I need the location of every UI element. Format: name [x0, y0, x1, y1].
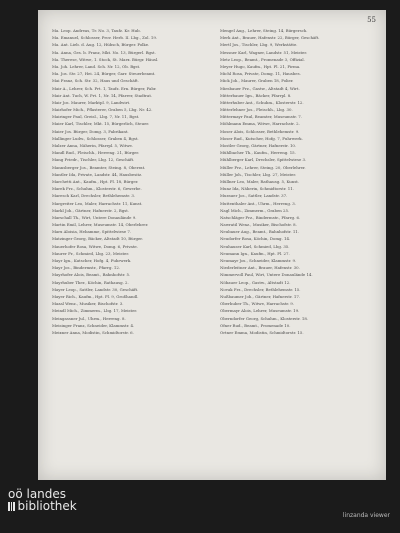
page-number: 55 — [367, 16, 376, 24]
directory-entry: Oberndorfer Georg, Schuhm., Klosterstr. 18. — [220, 315, 309, 321]
directory-entry: Ma. Therese, Witwe, 1. Stock, St. Marx. Bürgr. Häusl. — [52, 56, 159, 62]
directory-entry: Mairhofer Mich., Pflasterer, Graben 5, Lbg. Nr. 42. — [52, 107, 153, 113]
directory-entry: Mairinger Paul, Greisl., Lbg. 7, Nr. 11, Bgst. — [52, 114, 140, 120]
directory-entry: Ma. Joh. Lehrer, Land. Sch. Nr. 12, Ob. Bgst. — [52, 63, 141, 69]
directory-entry: Maresch Karl, Drechsler, Bethlehemstr. 3. — [52, 193, 136, 199]
directory-entry: Ma. Emanuel, Schlosser, Prov. Herb. II. Lbg., Zol. 19. — [52, 35, 158, 41]
directory-entry: Meindl Mich., Zimmerm., Lbg. 17, Meister. — [52, 308, 138, 314]
directory-entry: Mayr Jos., Bindermstr., Pfarrg. 12. — [52, 265, 121, 271]
directory-entry: Mantler Ida, Private, Landstr. 44, Hausbesitz. — [52, 171, 143, 177]
directory-entry: Möhlmann Emma, Witwe, Harrachstr. 2. — [220, 121, 300, 127]
directory-entry: Nußbaumer Joh., Gärtner, Hafnerstr. 17. — [220, 293, 301, 299]
directory-entry: Mair A., Lehrer, Sch. Prt. 1, Taufz. Ern. Bürger, Fabr. — [52, 85, 157, 91]
library-logo — [8, 488, 77, 513]
directory-entry: Mick Joh., Maurer, Graben 18, Polier. — [220, 78, 294, 84]
directory-entry: Mühlberger Karl, Drechsler, Spittelwiese 3. — [220, 157, 307, 163]
directory-entry: Mayer Rich., Kaufm., Hpt. Pl. 9, Großhandl. — [52, 293, 139, 299]
directory-entry: Nöbauer Leop., Gastw., Altstadt 12. — [220, 279, 291, 285]
directory-entry: Marek Frz., Schuhm., Klosterstr. 6, Gewerbe. — [52, 186, 142, 192]
directory-entry: Miesbauer Frz., Gastw., Altstadt 4, Wirt. — [220, 85, 300, 91]
directory-entry: Oberhuber Th., Witwe, Harrachstr. 9. — [220, 301, 295, 307]
directory-entry: Nimmervoll Paul, Wirt, Untere Donaulände 14. — [220, 272, 313, 278]
directory-entry: Marschall Th., Wirt, Untere Donaulände 9. — [52, 214, 137, 220]
directory-entry: Metz Leop., Beamt., Promenade 3, Offizial. — [220, 56, 305, 62]
directory-entry: Ma. Leop. Andreas, Tr. No. 3, Taufz. Kr. Hub. — [52, 28, 141, 33]
right-column — [220, 28, 378, 474]
left-column — [52, 28, 210, 474]
directory-entry: Ma. Anna, Ges. b. Franz, Mkt. No. 13, Bürgerl. Bgst. — [52, 49, 156, 55]
directory-entry: Mair Ant. Tuch, W. Prt. 1, Nr. 14, Pfarrer, Stadtrat. — [52, 92, 153, 98]
directory-entry: Novak Frz., Drechsler, Bethlehemstr. 15. — [220, 286, 301, 292]
directory-entry: Marchetti Ant., Kaufm., Hpt. Pl. 18, Bürger. — [52, 178, 139, 184]
directory-entry: Mühlbacher Th., Kaufm., Herreng. 15. — [220, 150, 296, 156]
directory-entry: Neubauer Aug., Beamt., Bahnhofstr. 11. — [220, 229, 300, 235]
directory-entry: Neudorfer Rosa, Köchin, Domg. 14. — [220, 236, 291, 242]
logo-bars-icon — [8, 502, 15, 511]
directory-entry: Mayer Leop., Sattler, Landstr. 30, Geschäft. — [52, 286, 139, 292]
directory-entry: Obermayr Alois, Lehrer, Museumstr. 19. — [220, 308, 300, 314]
directory-entry: Mayrhofer Alois, Beamt., Bahnhofstr. 5. — [52, 272, 131, 278]
directory-entry: Mayr Ign., Kutscher, Hofg. 4, Fuhrwerk. — [52, 258, 132, 263]
directory-entry: Mitterhuber Ant., Schuhm., Klosterstr. 12. — [220, 99, 304, 105]
directory-entry: Mang Friedr., Tischler, Lbg. 12, Geschäft. — [52, 157, 135, 163]
directory-entry: Mauerhofer Rosa, Witwe, Domg. 6, Private. — [52, 243, 138, 249]
directory-entry: Mengel Aug., Lehrer, Steing. 14, Bürgersch. — [220, 28, 308, 33]
logo-line1: oö landes — [8, 487, 67, 501]
directory-entry: Müller Frz., Lehrer, Steing. 20, Oberlehrer. — [220, 164, 306, 170]
directory-entry: Mannsberger Jos., Beamter, Steing. 8, Oberrat. — [52, 164, 146, 170]
directory-entry: Meisinger Franz, Schneider, Klammstr. 4. — [52, 322, 135, 328]
directory-entry: Ma. Jos. Str. 27, Hei. 24, Bürger, Garr. Steuerbeamt. — [52, 71, 156, 77]
directory-entry: Mayrhuber Ther., Köchin, Rathausg. 2. — [52, 279, 129, 285]
logo-line2: bibliothek — [17, 499, 77, 513]
directory-entry: Muttenthaler Ant., Uhrm., Herreng. 3. — [220, 200, 296, 206]
directory-entry: Meixner Anna, Modistin, Schmidtorstr. 6. — [52, 329, 134, 335]
directory-entry: Maurer Fr., Schmied, Lbg. 23, Meister. — [52, 250, 129, 256]
viewer-watermark: linzanda viewer — [342, 512, 390, 519]
directory-entry: Mazal Wenz., Musiker, Bischofstr. 3. — [52, 301, 124, 307]
directory-entry: Marx Aloisia, Hebamme, Spittelwiese 7. — [52, 229, 132, 235]
directory-entry: Ofner Rud., Beamt., Promenade 10. — [220, 322, 291, 328]
directory-entry: Mostler Georg, Gärtner, Hafnerstr. 10. — [220, 143, 297, 148]
directory-entry: Mair Jos. Maurer, Marktpl. 9, Landwirt. — [52, 99, 131, 105]
document-page — [38, 10, 386, 480]
logo-line2-row — [8, 500, 77, 513]
directory-entry: Nagl Mich., Zimmerm., Graben 25. — [220, 207, 290, 213]
directory-entry: Neuhauser Karl, Schmied, Lbg. 35. — [220, 243, 290, 249]
directory-entry: Markl Joh., Gärtner, Hafnerstr. 2, Bgst. — [52, 207, 130, 213]
directory-entry: Merk Ant., Brauer, Hafenstr. 22, Bürger, Geschäft. — [220, 35, 320, 41]
directory-entry: Mallinger Ludw., Schlosser, Graben 4, Bgst. — [52, 135, 139, 141]
directory-entry: Nawratil Wenz., Musiker, Bischofstr. 8. — [220, 222, 297, 228]
directory-entry: Mittermayr Paul, Beamter, Museumstr. 7. — [220, 114, 302, 120]
directory-entry: Maier Jos. Bürger, Domg. 3, Fabrikant. — [52, 128, 129, 134]
directory-entry: Meyer Hugo, Kaufm., Hpt. Pl. 21, Firma. — [220, 63, 301, 69]
directory-entry: Mandl Rud., Fleischh., Herreng. 21, Bürger. — [52, 150, 140, 156]
directory-entry: Maier Karl, Tischler, Mkt. 15, Bürgerlich, Steuer. — [52, 121, 150, 127]
directory-entry: Moser Rud., Kutscher, Hofg. 7, Fuhrwerk. — [220, 135, 303, 141]
directory-entry: Müllner Leo, Maler, Rathausg. 5, Kunst. — [220, 178, 300, 184]
directory-entry: Malzer Anna, Näherin, Pfarrpl. 5, Witwe. — [52, 143, 134, 148]
directory-entry: Margreiter Leo, Maler, Harrachstr. 11, Kunst. — [52, 200, 143, 206]
directory-entry: Mitterlehner Jos., Fleischh., Lbg. 30. — [220, 107, 293, 113]
directory-entry: Ma. Ant. Lieb. d. Aug. 12, Hübsch, Bürger. Polke. — [52, 42, 150, 48]
directory-columns — [52, 28, 378, 474]
directory-entry: Müller Joh., Tischler, Lbg. 27, Meister. — [220, 171, 296, 177]
directory-entry: Mitterbauer Ign., Bäcker, Pfarrpl. 8. — [220, 92, 292, 98]
directory-entry: Meingassner Jul., Uhrm., Herreng. 8. — [52, 315, 126, 321]
directory-entry: Neumann Ign., Kaufm., Hpt. Pl. 27. — [220, 250, 290, 256]
directory-entry: Matzinger Georg, Bäcker, Altstadt 10, Bürger. — [52, 236, 143, 242]
directory-entry: Ortner Emma, Modistin, Schmidtorstr. 15. — [220, 329, 304, 335]
directory-entry: Michl Rosa, Private, Domg. 11, Hausbes. — [220, 71, 301, 77]
directory-entry: Mai Franz, Sch. Str. 32, Haus und Geschäft. — [52, 78, 139, 84]
directory-entry: Martin Emil, Lehrer, Museumstr. 14, Oberlehrer. — [52, 222, 149, 228]
directory-entry: Murauer Jos., Sattler, Landstr. 37. — [220, 193, 288, 199]
directory-entry: Niederleitner Ant., Brauer, Hafenstr. 30. — [220, 265, 300, 271]
directory-entry: Natschläger Frz., Bindermstr., Pfarrg. 6. — [220, 214, 301, 220]
directory-entry: Messner Karl, Wagner, Landstr. 51, Meister. — [220, 49, 308, 55]
directory-entry: Mertl Jos., Tischler, Lbg. 9, Werkstätte. — [220, 42, 298, 48]
directory-entry: Moser Alois, Schlosser, Bethlehemstr. 9. — [220, 128, 300, 134]
directory-entry: Neumayr Jos., Schneider, Klammstr. 9. — [220, 258, 297, 263]
directory-entry: Munz Ida, Näherin, Schmidtorstr. 11. — [220, 186, 294, 192]
